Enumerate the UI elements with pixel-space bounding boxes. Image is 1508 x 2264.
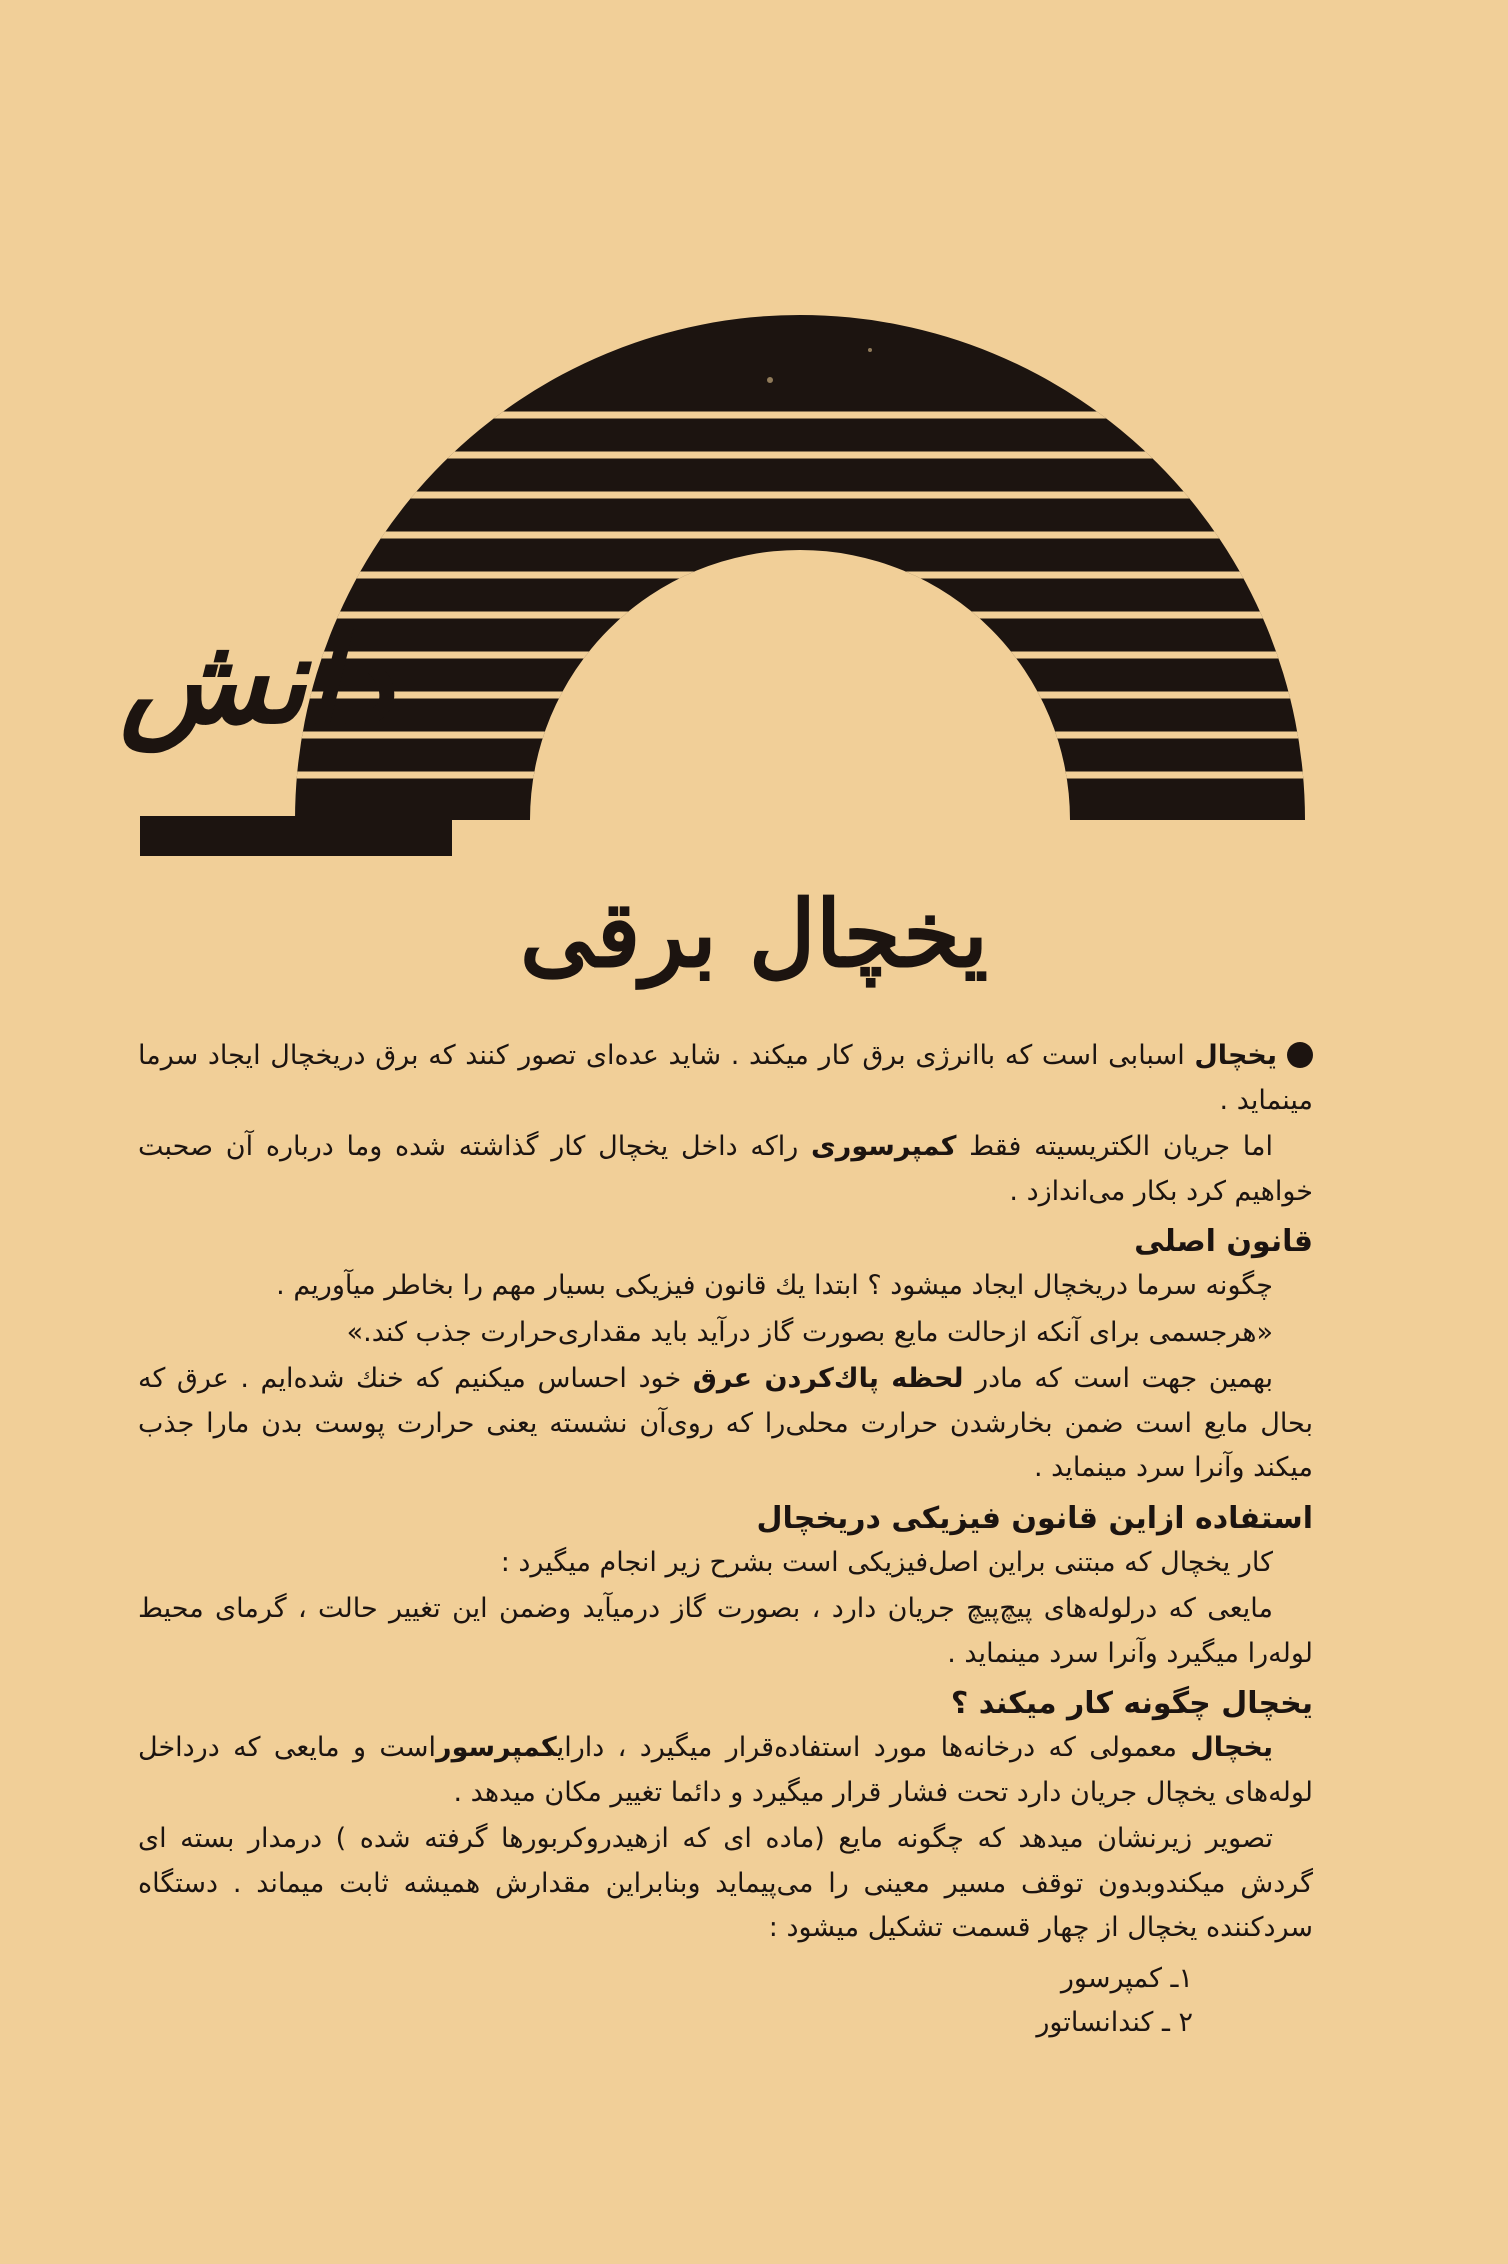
law3-before: بهمین جهت است که مادر bbox=[963, 1363, 1273, 1394]
article-body bbox=[138, 1034, 1313, 2045]
bullet-icon bbox=[1287, 1042, 1313, 1068]
list-item: ۱ـ کمپرسور bbox=[1060, 1962, 1193, 1994]
masthead-title: دانش bbox=[120, 610, 394, 751]
paragraph-use-1: کار یخچال که مبتنی براین اصل‌فیزیکی است بشرح زیر انجام میگیرد : bbox=[500, 1546, 1273, 1578]
paragraph-use-2: مایعی که درلوله‌های پیچ‌پیچ جریان دارد ، بصورت گاز درمیآید وضمن این تغییر حالت ، گرمای محیط لوله‌را میگیرد وآنرا سرد مینماید . bbox=[138, 1593, 1313, 1669]
article-title: یخچال برقی bbox=[519, 880, 989, 988]
paragraph-how-1 bbox=[138, 1726, 1313, 1815]
intro-paragraph bbox=[138, 1034, 1313, 1123]
striped-arc-graphic bbox=[110, 150, 1320, 870]
law3-bold: لحظه پاك‌کردن عرق bbox=[692, 1363, 964, 1394]
list-item: ۲ ـ کندانساتور bbox=[1036, 2006, 1193, 2038]
heading-how-works: یخچال چگونه کار میکند ؟ bbox=[950, 1686, 1313, 1721]
para2-before: اما جریان الکتریسیته فقط bbox=[956, 1131, 1273, 1162]
decorative-bar bbox=[140, 816, 452, 856]
paragraph-how-2: تصویر زیرنشان میدهد که چگونه مایع (ماده ای که ازهیدروکربورها گرفته شده ) درمدار بسته ای گردش میکندوبدون توقف مسیر معینی را می‌پیماید وبنابراین مقدارش همیشه ثابت میماند . دستگاه سردکننده یخچال از چهار قسمت تشکیل میشود : bbox=[138, 1823, 1313, 1943]
intro-text: اسبابی است که باانرژی برق کار میکند . شاید عده‌ای تصور کنند که برق دریخچال ایجاد سرما مینماید . bbox=[138, 1040, 1313, 1116]
para2-after: راکه داخل یخچال کار گذاشته شده وما درباره آن صحبت خواهیم کرد بکار می‌اندازد . bbox=[138, 1131, 1313, 1207]
paragraph-law-1: چگونه سرما دریخچال ایجاد میشود ؟ ابتدا یك قانون فیزیکی بسیار مهم را بخاطر میآوریم . bbox=[276, 1270, 1273, 1301]
intro-bold: یخچال bbox=[1194, 1040, 1277, 1071]
paragraph-law-quote: «هرجسمی برای آنکه ازحالت مایع بصورت گاز درآید باید مقداری‌حرارت جذب کند.» bbox=[346, 1316, 1273, 1348]
paragraph-law-3 bbox=[138, 1357, 1313, 1491]
para2-bold: کمپرسوری bbox=[811, 1131, 957, 1162]
how1-bold1: یخچال bbox=[1190, 1732, 1273, 1763]
law3-after: خود احساس میکنیم که خنك شده‌ایم . عرق که بحال مایع است ضمن بخارشدن حرارت محلی‌را که روی‌آن نشسته یعنی حرارت پوست بدن مارا جذب میکند وآنرا سرد مینماید . bbox=[138, 1363, 1313, 1483]
how1-bold2: کمپرسور bbox=[436, 1732, 557, 1763]
section-logo bbox=[110, 150, 1320, 870]
parts-list bbox=[138, 1957, 1313, 2045]
how1-mid: معمولی که درخانه‌ها مورد استفاده‌قرار میگیرد ، دارای bbox=[556, 1732, 1191, 1763]
paragraph-compressor bbox=[138, 1125, 1313, 1214]
how1-after: است و مایعی که درداخل لوله‌های یخچال جریان دارد تحت فشار قرار میگیرد و دائما تغییر مکان میدهد . bbox=[138, 1732, 1313, 1808]
heading-use-law: استفاده ازاین قانون فیزیکی دریخچال bbox=[756, 1500, 1313, 1536]
heading-main-law: قانون اصلی bbox=[1134, 1224, 1313, 1259]
